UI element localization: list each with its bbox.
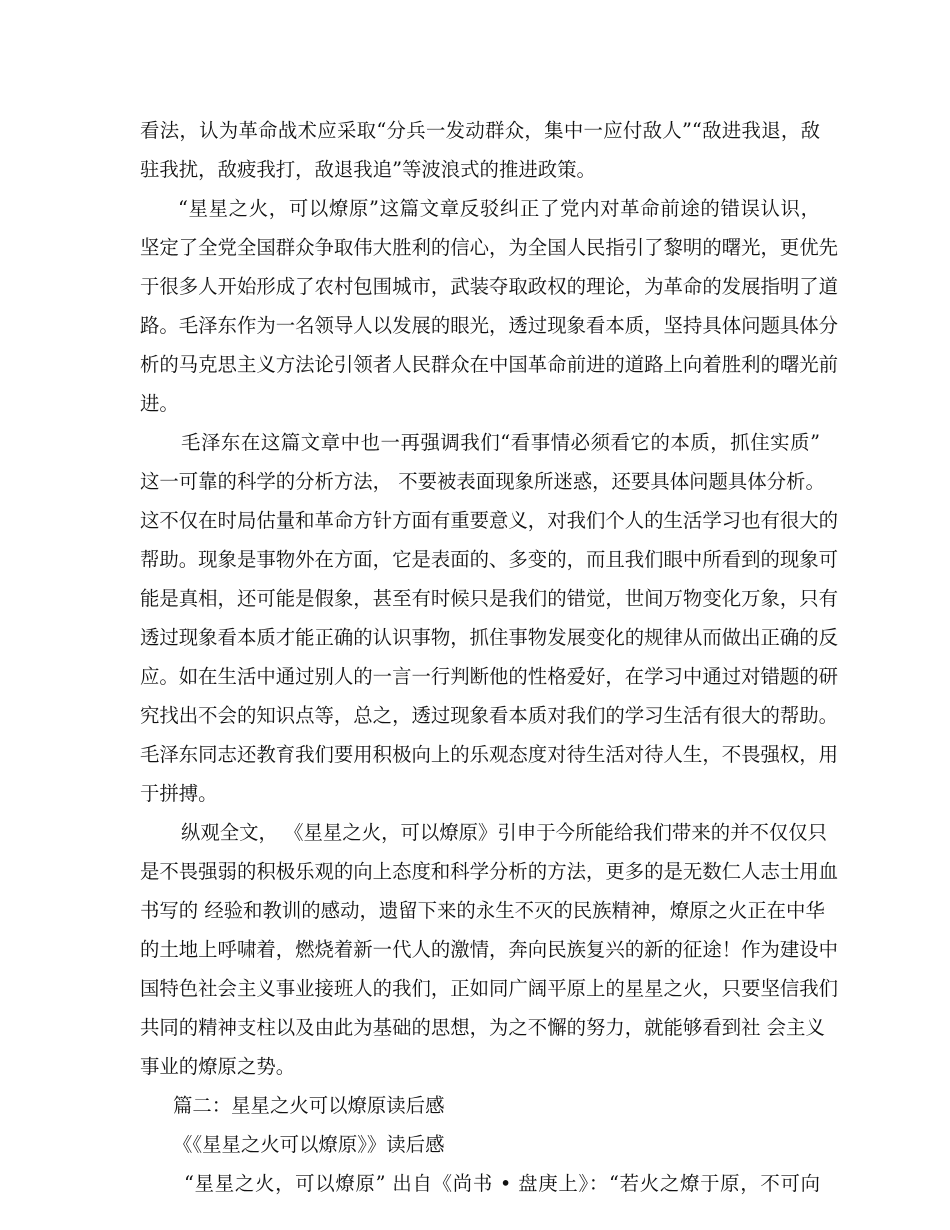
text-line: 事业的燎原之势。 <box>140 1055 296 1078</box>
text-line: 应。如在生活中通过别人的一言一行判断他的性格爱好，在学习中通过对错题的研 <box>140 665 839 688</box>
text-line: 的土地上呼啸着，燃烧着新一代人的激情，奔向民族复兴的新的征途！作为建设中 <box>140 938 839 961</box>
text-line: “星星之火，可以燎原”这篇文章反驳纠正了党内对革命前途的错误认识， <box>178 197 820 220</box>
section-title: 《《星星之火可以燎原》》读后感 <box>173 1133 445 1156</box>
text-line: 共同的精神支柱以及由此为基础的思想，为之不懈的努力，就能够看到社 会主义 <box>140 1016 825 1039</box>
text-line: 透过现象看本质才能正确的认识事物，抓住事物发展变化的规律从而做出正确的反 <box>140 626 839 649</box>
text-line: 析的马克思主义方法论引领者人民群众在中国革命前进的道路上向着胜利的曙光前 <box>140 353 839 376</box>
text-line: 于拼搏。 <box>140 782 218 805</box>
text-line: 这不仅在时局估量和革命方针方面有重要意义，对我们个人的生活学习也有很大的 <box>140 509 839 532</box>
text-line: 毛泽东同志还教育我们要用积极向上的乐观态度对待生活对待人生，不畏强权，用 <box>140 743 839 766</box>
text-line: 书写的 经验和教训的感动，遗留下来的永生不灭的民族精神，燎原之火正在中华 <box>140 899 825 922</box>
section-heading: 篇二：星星之火可以燎原读后感 <box>173 1094 445 1117</box>
text-line: 纵观全文， 《星星之火，可以燎原》引申于今所能给我们带来的并不仅仅只 <box>181 821 828 844</box>
text-line: 毛泽东在这篇文章中也一再强调我们“看事情必须看它的本质，抓住实质” <box>181 431 820 454</box>
text-line: 这一可靠的科学的分析方法， 不要被表面现象所迷惑，还要具体问题具体分析。 <box>140 470 825 493</box>
text-line: “星星之火，可以燎原” 出自《尚书 • 盘庚上》：“若火之燎于原，不可向 <box>184 1172 820 1195</box>
text-line: 是不畏强弱的积极乐观的向上态度和科学分析的方法，更多的是无数仁人志士用血 <box>140 860 839 883</box>
text-line: 究找出不会的知识点等，总之，透过现象看本质对我们的学习生活有很大的帮助。 <box>140 704 839 727</box>
text-line: 能是真相，还可能是假象，甚至有时候只是我们的错觉，世间万物变化万象，只有 <box>140 587 839 610</box>
text-line: 看法，认为革命战术应采取“分兵一发动群众，集中一应付敌人”“敌进我退，敌 <box>140 119 820 142</box>
text-line: 帮助。现象是事物外在方面，它是表面的、多变的，而且我们眼中所看到的现象可 <box>140 548 839 571</box>
text-line: 路。毛泽东作为一名领导人以发展的眼光，透过现象看本质，坚持具体问题具体分 <box>140 314 839 337</box>
text-line: 进。 <box>140 392 179 415</box>
text-line: 于很多人开始形成了农村包围城市，武装夺取政权的理论，为革命的发展指明了道 <box>140 275 839 298</box>
text-line: 坚定了全党全国群众争取伟大胜利的信心，为全国人民指引了黎明的曙光，更优先 <box>140 236 839 259</box>
text-line: 驻我扰，敌疲我打，敌退我追”等波浪式的推进政策。 <box>140 158 596 181</box>
text-line: 国特色社会主义事业接班人的我们，正如同广阔平原上的星星之火，只要坚信我们 <box>140 977 839 1000</box>
